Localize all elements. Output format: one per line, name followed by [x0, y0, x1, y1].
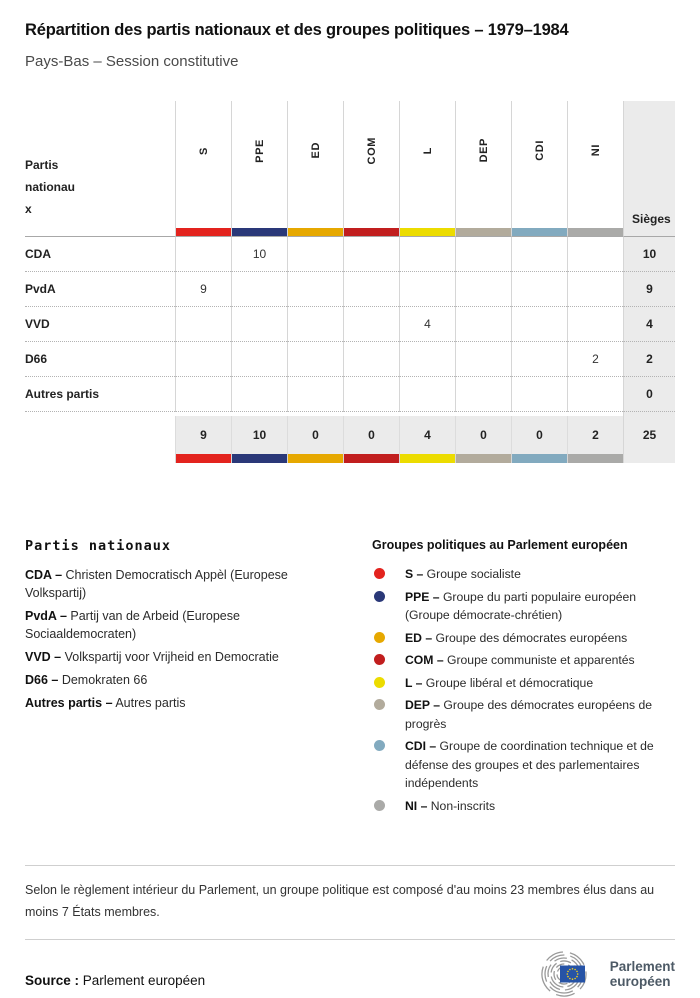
totals-bar-seats-spacer [623, 454, 675, 463]
seat-count-cell [175, 342, 231, 377]
seat-count-cell [511, 307, 567, 342]
totals-color-bar-dep [455, 454, 511, 463]
political-group-legend-item [372, 588, 675, 625]
national-party-legend-item: VVD – Volkspartij voor Vrijheid en Democratie [25, 650, 279, 664]
source-label: Source : [25, 973, 80, 988]
totals-color-bar-ppe [231, 454, 287, 463]
group-column-label: COM [365, 136, 378, 165]
seats-total-cell: 10 [623, 237, 675, 272]
party-row-label: CDA [25, 237, 175, 272]
group-total-cell: 0 [287, 416, 343, 454]
ep-logo [540, 950, 675, 998]
party-row-label: Autres partis [25, 377, 175, 412]
political-group-legend-text: L – Groupe libéral et démocratique [405, 675, 594, 690]
national-party-legend-item: Autres partis – Autres partis [25, 696, 186, 710]
group-column-header-ni [567, 101, 623, 228]
seats-total-cell: 2 [623, 342, 675, 377]
seat-count-cell [287, 342, 343, 377]
group-column-header-cdi [511, 101, 567, 228]
group-total-cell: 0 [455, 416, 511, 454]
source-line [25, 973, 205, 998]
seat-count-cell [287, 272, 343, 307]
eu-flag-icon [560, 966, 585, 983]
political-group-legend-item [372, 651, 675, 670]
group-column-label: S [197, 146, 210, 155]
seat-count-cell [343, 307, 399, 342]
seat-count-cell: 2 [567, 342, 623, 377]
seat-count-cell [175, 377, 231, 412]
seat-count-cell [511, 272, 567, 307]
political-group-legend-item [372, 737, 675, 793]
group-color-dot-icon [374, 699, 385, 710]
political-group-legend-item [372, 565, 675, 584]
group-column-label: CDI [533, 140, 546, 161]
group-total-cell: 4 [399, 416, 455, 454]
group-total-cell: 0 [343, 416, 399, 454]
group-color-dot-icon [374, 677, 385, 688]
seats-total-cell: 4 [623, 307, 675, 342]
group-column-header-ppe [231, 101, 287, 228]
group-column-label: L [421, 146, 434, 155]
seats-total-cell: 9 [623, 272, 675, 307]
party-row-label: VVD [25, 307, 175, 342]
group-color-bar-l [399, 228, 455, 237]
seat-count-cell [287, 377, 343, 412]
national-party-legend-item: CDA – Christen Democratisch Appèl (Europese Volkspartij) [25, 568, 288, 600]
political-group-legend-item [372, 696, 675, 733]
legends-section [25, 538, 675, 819]
seat-count-cell [567, 272, 623, 307]
group-column-label: PPE [253, 138, 266, 163]
seat-count-cell [399, 377, 455, 412]
seats-column-header: Sièges [623, 101, 675, 228]
group-color-bar-ppe [231, 228, 287, 237]
seat-count-cell [567, 307, 623, 342]
seat-count-cell [455, 272, 511, 307]
national-party-legend-item: D66 – Demokraten 66 [25, 673, 148, 687]
political-group-legend-item [372, 674, 675, 693]
political-group-legend-text: ED – Groupe des démocrates européens [405, 630, 628, 645]
bottom-row [25, 950, 675, 998]
political-group-legend-text: DEP – Groupe des démocrates européens de progrès [405, 698, 653, 731]
grand-total-cell: 25 [623, 416, 675, 454]
footnote-text: Selon le règlement intérieur du Parlement, un groupe politique est composé d'au moins 23 membres élus dans au moins 7 États membres. [25, 883, 655, 919]
group-color-bar-cdi [511, 228, 567, 237]
seats-table [25, 101, 675, 463]
page-title: Répartition des partis nationaux et des groupes politiques – 1979–1984 [25, 21, 569, 39]
seat-count-cell [399, 272, 455, 307]
group-column-header-com [343, 101, 399, 228]
seat-count-cell [287, 237, 343, 272]
legend-national-parties-list [25, 566, 347, 712]
group-column-header-dep [455, 101, 511, 228]
party-row-label: D66 [25, 342, 175, 377]
seat-count-cell [287, 307, 343, 342]
group-column-label: DEP [477, 138, 490, 163]
seat-count-cell [343, 272, 399, 307]
legend-national-parties-title: Partis nationaux [25, 538, 172, 554]
corner-header-partis-nationaux: Partis nationau x [25, 158, 75, 216]
totals-color-bar-cdi [511, 454, 567, 463]
page-subtitle: Pays-Bas – Session constitutive [25, 53, 239, 70]
seat-count-cell [343, 342, 399, 377]
group-column-label: NI [589, 144, 602, 157]
group-column-header-ed [287, 101, 343, 228]
political-group-legend-text: S – Groupe socialiste [405, 567, 521, 581]
hemicycle-icon [540, 950, 602, 998]
political-group-legend-text: CDI – Groupe de coordination technique et de défense des groupes et des parlementaires indépendents [405, 739, 654, 790]
legend-political-groups-title: Groupes politiques au Parlement européen [372, 538, 628, 552]
group-total-cell: 9 [175, 416, 231, 454]
party-row-label: PvdA [25, 272, 175, 307]
source-text: Parlement européen [82, 973, 206, 988]
legend-political-groups-list [372, 565, 675, 815]
seat-count-cell [175, 307, 231, 342]
political-group-legend-text: COM – Groupe communiste et apparentés [405, 653, 635, 667]
group-color-dot-icon [374, 591, 385, 602]
group-column-label: ED [309, 142, 322, 159]
corner-bar-spacer [25, 228, 175, 237]
group-color-bar-ed [287, 228, 343, 237]
seat-count-cell [175, 237, 231, 272]
seat-count-cell [343, 377, 399, 412]
totals-color-bar-com [343, 454, 399, 463]
seat-count-cell [567, 237, 623, 272]
seat-count-cell [231, 377, 287, 412]
seat-count-cell [511, 237, 567, 272]
group-color-dot-icon [374, 800, 385, 811]
seat-count-cell: 9 [175, 272, 231, 307]
political-group-legend-item [372, 797, 675, 816]
totals-color-bar-s [175, 454, 231, 463]
group-color-dot-icon [374, 654, 385, 665]
seat-count-cell: 4 [399, 307, 455, 342]
seats-header-bar-spacer [623, 228, 675, 237]
seat-count-cell [455, 342, 511, 377]
group-color-bar-dep [455, 228, 511, 237]
seat-count-cell [567, 377, 623, 412]
seat-count-cell [399, 237, 455, 272]
totals-color-bar-ed [287, 454, 343, 463]
group-total-cell: 0 [511, 416, 567, 454]
group-total-cell: 2 [567, 416, 623, 454]
group-column-header-s [175, 101, 231, 228]
ep-logo-line2: européen [609, 974, 671, 989]
seat-count-cell [455, 237, 511, 272]
seat-count-cell [399, 342, 455, 377]
political-group-legend-text: PPE – Groupe du parti populaire européen (Groupe démocrate-chrétien) [405, 589, 637, 622]
seat-count-cell [231, 272, 287, 307]
seat-count-cell [511, 342, 567, 377]
seat-count-cell [455, 307, 511, 342]
totals-color-bar-ni [567, 454, 623, 463]
group-color-dot-icon [374, 568, 385, 579]
seat-count-cell [231, 342, 287, 377]
seat-count-cell [231, 307, 287, 342]
group-color-bar-s [175, 228, 231, 237]
group-total-cell: 10 [231, 416, 287, 454]
ep-logo-line1: Parlement [609, 959, 675, 974]
seat-count-cell [343, 237, 399, 272]
political-group-legend-item [372, 629, 675, 648]
group-column-header-l [399, 101, 455, 228]
group-color-dot-icon [374, 740, 385, 751]
totals-color-bar-l [399, 454, 455, 463]
totals-row-label [25, 416, 175, 454]
group-color-dot-icon [374, 632, 385, 643]
totals-bar-spacer [25, 454, 175, 463]
seat-count-cell [511, 377, 567, 412]
national-party-legend-item: PvdA – Partij van de Arbeid (Europese Sociaaldemocraten) [25, 609, 240, 641]
seats-total-cell: 0 [623, 377, 675, 412]
political-group-legend-text: NI – Non-inscrits [405, 798, 496, 813]
ep-logo-text [610, 959, 675, 989]
footnote-section [25, 865, 675, 940]
seat-count-cell: 10 [231, 237, 287, 272]
group-color-bar-com [343, 228, 399, 237]
group-color-bar-ni [567, 228, 623, 237]
legend-national-parties [25, 538, 347, 819]
seat-count-cell [455, 377, 511, 412]
legend-political-groups [372, 538, 675, 819]
